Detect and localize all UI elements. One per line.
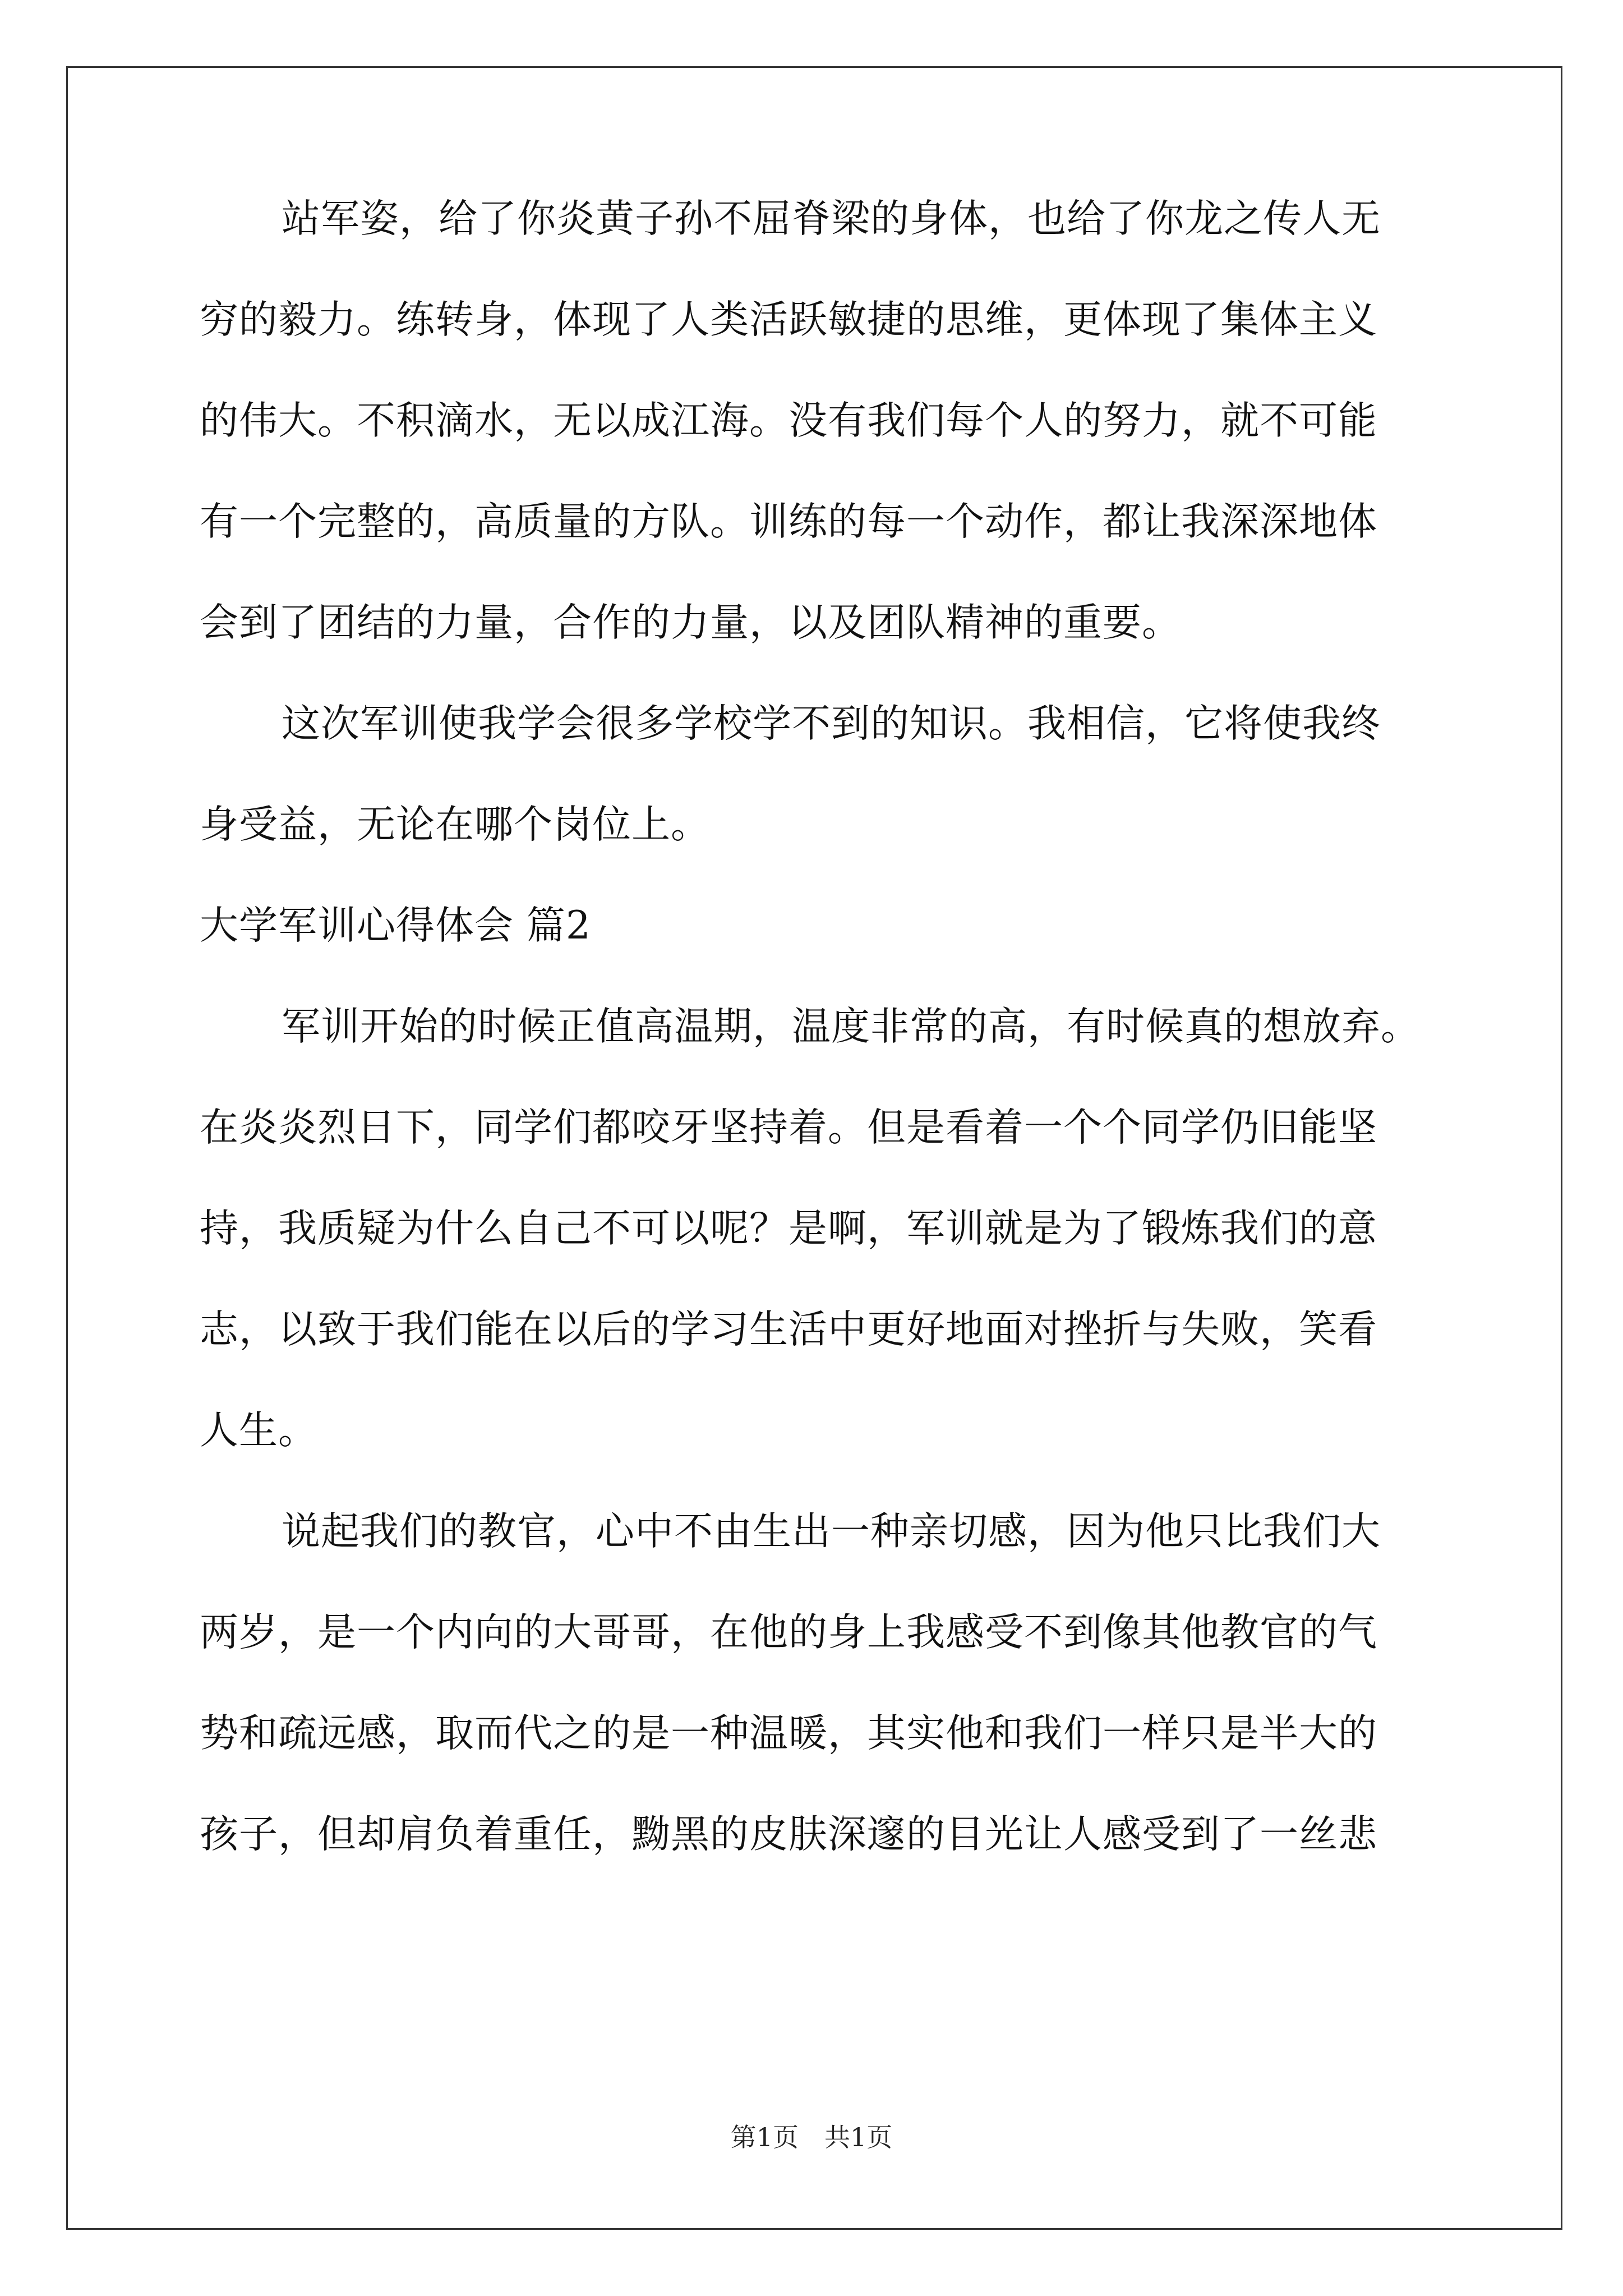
paragraph-line: 的伟大。不积滴水，无以成江海。没有我们每个人的努力，就不可能 — [200, 398, 1377, 443]
paragraph-line: 军训开始的时候正值高温期，温度非常的高，有时候真的想放弃。 — [282, 1004, 1420, 1049]
paragraph-line: 这次军训使我学会很多学校学不到的知识。我相信，它将使我终 — [282, 701, 1381, 746]
paragraph-line: 志，以致于我们能在以后的学习生活中更好地面对挫折与失败，笑看 — [200, 1307, 1377, 1352]
page-footer: 第1页 共1页 — [730, 2122, 893, 2152]
paragraph-line: 持，我质疑为什么自己不可以呢？是啊，军训就是为了锻炼我们的意 — [200, 1206, 1377, 1251]
paragraph-line: 有一个完整的，高质量的方队。训练的每一个动作，都让我深深地体 — [200, 499, 1377, 544]
paragraph-line: 两岁，是一个内向的大哥哥，在他的身上我感受不到像其他教官的气 — [200, 1610, 1377, 1655]
paragraph-line: 孩子，但却肩负着重任，黝黑的皮肤深邃的目光让人感受到了一丝悲 — [200, 1812, 1377, 1857]
paragraph-line: 说起我们的教官，心中不由生出一种亲切感，因为他只比我们大 — [282, 1509, 1381, 1554]
paragraph-line: 站军姿，给了你炎黄子孙不屈脊梁的身体，也给了你龙之传人无 — [282, 196, 1381, 241]
paragraph-line: 身受益，无论在哪个岗位上。 — [200, 802, 710, 847]
paragraph-line: 在炎炎烈日下，同学们都咬牙坚持着。但是看着一个个同学仍旧能坚 — [200, 1105, 1377, 1150]
paragraph-line: 势和疏远感，取而代之的是一种温暖，其实他和我们一样只是半大的 — [200, 1711, 1377, 1756]
section-heading: 大学军训心得体会 篇2 — [200, 903, 591, 948]
paragraph-line: 人生。 — [200, 1408, 317, 1453]
paragraph-line: 穷的毅力。练转身，体现了人类活跃敏捷的思维，更体现了集体主义 — [200, 297, 1377, 342]
paragraph-line: 会到了团结的力量，合作的力量，以及团队精神的重要。 — [200, 600, 1181, 645]
document-body — [200, 168, 1433, 1885]
